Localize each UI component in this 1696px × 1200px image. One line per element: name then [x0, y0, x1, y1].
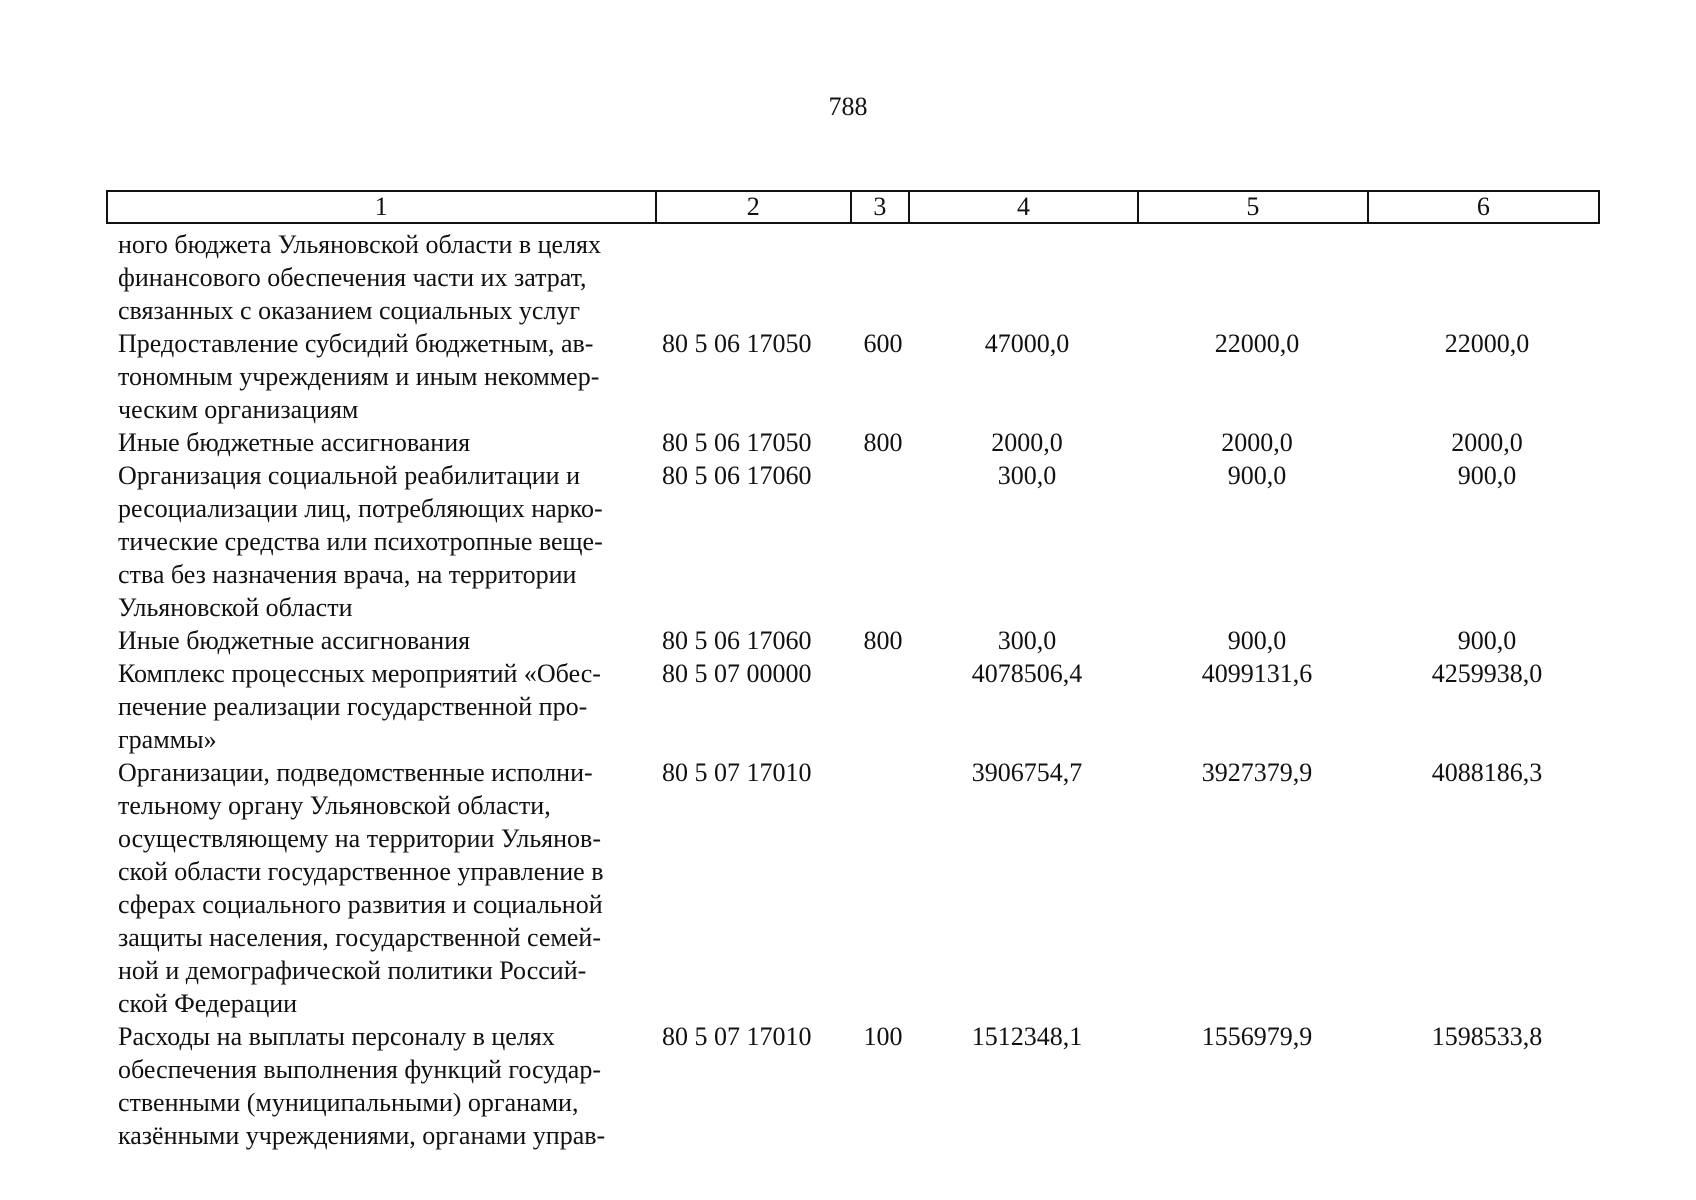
- row-name-line: печение реализации государственной про-: [118, 692, 588, 721]
- header-col-2: 2: [657, 192, 852, 222]
- row-name-line: Иные бюджетные ассигнования: [118, 626, 471, 655]
- row-name-line: Ульяновской области: [118, 593, 353, 622]
- row-name: [118, 426, 652, 459]
- header-col-5: 5: [1139, 192, 1368, 222]
- row-name: [118, 624, 652, 657]
- row-name-line: Предоставление субсидий бюджетным, ав-: [118, 329, 594, 358]
- row-value-col6: 4088186,3: [1431, 758, 1543, 787]
- row-name: [118, 1020, 652, 1152]
- row-name-line: казёнными учреждениями, органами управ-: [118, 1121, 606, 1150]
- row-name-line: сферах социального развития и социальной: [118, 890, 603, 919]
- row-value-col4: 2000,0: [991, 428, 1063, 457]
- table-header: [106, 190, 1600, 224]
- table-row: [118, 426, 1638, 459]
- row-value-col6: 900,0: [1457, 461, 1517, 490]
- row-value-col6: 2000,0: [1451, 428, 1523, 457]
- row-name: [118, 327, 652, 426]
- row-name-line: осуществляющему на территории Ульянов-: [118, 824, 601, 853]
- row-value-col4: 47000,0: [984, 329, 1070, 358]
- table-row: [118, 1020, 1638, 1152]
- row-name-line: тономным учреждениям и иным некоммер-: [118, 362, 600, 391]
- row-name-line: финансового обеспечения части их затрат,: [118, 263, 587, 292]
- row-name-line: защиты населения, государственной семей-: [118, 923, 601, 952]
- row-code: 80 5 07 17010: [662, 758, 812, 787]
- row-name-line: ресоциализации лиц, потребляющих нарко-: [118, 494, 603, 523]
- row-value-col5: 4099131,6: [1201, 659, 1313, 688]
- row-value-col6: 4259938,0: [1431, 659, 1543, 688]
- row-expense-type: [854, 657, 912, 756]
- row-value-col4: 3906754,7: [971, 758, 1083, 787]
- row-expense-type: 800: [863, 626, 903, 655]
- row-value-col6: 1598533,8: [1431, 1022, 1543, 1051]
- row-code: 80 5 06 17050: [662, 428, 812, 457]
- table-row: [118, 624, 1638, 657]
- row-value-col5: 3927379,9: [1201, 758, 1313, 787]
- row-name-line: Организации, подведомственные исполни-: [118, 758, 593, 787]
- row-name: [118, 228, 652, 327]
- header-col-1: 1: [108, 192, 657, 222]
- row-name-line: тические средства или психотропные веще-: [118, 527, 603, 556]
- header-col-6: 6: [1476, 192, 1490, 221]
- row-expense-type: [854, 459, 912, 624]
- row-code: 80 5 07 17010: [662, 1022, 812, 1051]
- row-code: 80 5 06 17050: [662, 329, 812, 358]
- row-name-line: Комплекс процессных мероприятий «Обес-: [118, 659, 601, 688]
- row-value-col5: 22000,0: [1214, 329, 1300, 358]
- row-value-col5: 1556979,9: [1201, 1022, 1313, 1051]
- row-value-col4: 4078506,4: [971, 659, 1083, 688]
- row-name: [118, 657, 652, 756]
- row-value-col5: [1142, 228, 1372, 327]
- row-expense-type: [854, 756, 912, 1020]
- row-name-line: ческим организациям: [118, 395, 359, 424]
- table-row: [118, 756, 1638, 1020]
- row-value-col6: 900,0: [1457, 626, 1517, 655]
- row-value-col4: 1512348,1: [971, 1022, 1083, 1051]
- row-name-line: Организация социальной реабилитации и: [118, 461, 581, 490]
- row-name-line: Иные бюджетные ассигнования: [118, 428, 471, 457]
- row-value-col6: [1372, 228, 1602, 327]
- page-number: 788: [828, 92, 868, 121]
- row-name-line: ства без назначения врача, на территории: [118, 560, 577, 589]
- row-value-col5: 2000,0: [1221, 428, 1293, 457]
- row-name-line: связанных с оказанием социальных услуг: [118, 296, 581, 325]
- table-row: [118, 657, 1638, 756]
- row-expense-type: [854, 228, 912, 327]
- row-code: [658, 228, 854, 327]
- row-code: 80 5 06 17060: [662, 461, 812, 490]
- row-value-col6: 22000,0: [1444, 329, 1530, 358]
- header-col-3: 3: [852, 192, 910, 222]
- row-name-line: тельному органу Ульяновской области,: [118, 791, 551, 820]
- table-body: [118, 228, 1638, 1152]
- row-expense-type: 800: [863, 428, 903, 457]
- row-code: 80 5 06 17060: [662, 626, 812, 655]
- row-value-col5: 900,0: [1227, 626, 1287, 655]
- row-name: [118, 459, 652, 624]
- row-name-line: ного бюджета Ульяновской области в целях: [118, 230, 602, 259]
- header-col-4: 4: [910, 192, 1139, 222]
- row-name-line: ской области государственное управление в: [118, 857, 604, 886]
- row-value-col4: [912, 228, 1142, 327]
- row-code: 80 5 07 00000: [662, 659, 812, 688]
- row-name-line: граммы»: [118, 725, 217, 754]
- row-expense-type: 100: [863, 1022, 903, 1051]
- row-expense-type: 600: [863, 329, 903, 358]
- row-name-line: ственными (муниципальными) органами,: [118, 1088, 579, 1117]
- row-name: [118, 756, 652, 1020]
- table-row: [118, 228, 1638, 327]
- table-row: [118, 327, 1638, 426]
- row-value-col4: 300,0: [997, 461, 1057, 490]
- row-value-col5: 900,0: [1227, 461, 1287, 490]
- row-name-line: Расходы на выплаты персоналу в целях: [118, 1022, 555, 1051]
- row-name-line: ной и демографической политики Россий-: [118, 956, 587, 985]
- row-name-line: ской Федерации: [118, 989, 298, 1018]
- row-name-line: обеспечения выполнения функций государ-: [118, 1055, 601, 1084]
- table-row: [118, 459, 1638, 624]
- row-value-col4: 300,0: [997, 626, 1057, 655]
